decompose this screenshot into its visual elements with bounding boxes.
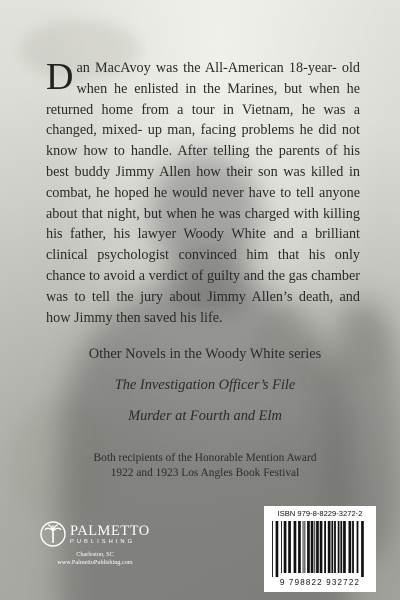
barcode-bar <box>340 521 342 573</box>
series-title-2: Murder at Fourth and Elm <box>128 408 282 424</box>
back-cover-blurb <box>46 58 360 328</box>
barcode-bar <box>316 521 319 573</box>
barcode-bar <box>284 521 287 573</box>
blurb-text: an MacAvoy was the All-American 18-year- old when he enlisted in the Marines, but when he returned home from a tour in Vietnam, he was a changed, mixed- up man, facing problems he did not know how to handle. After telling the parents of his best buddy Jimmy Allen how their son was killed in combat, he hoped he would never have to tell anyone about that night, but when he was charged with killing his father, his lawyer Woody White and a brilliant clinical psychologist convinced him that his only chance to avoid a verdict of guilty and the gas chamber was to tell the jury about Jimmy Allen’s death, and how Jimmy then saved his life. <box>46 60 360 326</box>
award-note <box>60 451 350 481</box>
publisher-city: Charleston, SC <box>76 551 114 558</box>
award-line-2: 1922 and 1923 Los Angles Book Festival <box>110 467 300 479</box>
barcode-bar <box>349 521 352 573</box>
award-line-1: Both recipients of the Honorable Mention Award <box>93 452 317 464</box>
barcode-bar <box>331 521 333 573</box>
publisher-url: www.PalmettoPublishing.com <box>57 559 133 566</box>
series-heading: Other Novels in the Woody White series <box>88 346 322 362</box>
barcode-bar <box>272 521 273 577</box>
series-section <box>60 346 350 481</box>
publisher-logo <box>40 521 160 547</box>
isbn-barcode <box>264 506 376 592</box>
publisher-block <box>40 521 160 567</box>
drop-cap: D <box>46 56 74 98</box>
barcode-bar <box>352 521 354 573</box>
publisher-subtitle: PUBLISHING <box>70 538 136 545</box>
barcode-bar <box>343 521 346 573</box>
barcode-bar <box>338 521 340 573</box>
barcode-bar <box>303 521 304 573</box>
barcode-bar <box>334 521 336 573</box>
barcode-bar <box>281 521 282 573</box>
barcode-digits: 9 798822 932722 <box>279 578 361 587</box>
barcode-bar <box>328 521 331 573</box>
series-title-1: The Investigation Officer’s File <box>114 377 296 393</box>
palmetto-tree-icon <box>40 521 66 547</box>
barcode-bar <box>361 521 364 577</box>
barcode-bar <box>320 521 323 573</box>
barcode-bar <box>276 521 279 577</box>
barcode-bar <box>324 521 326 573</box>
barcode-bar <box>311 521 314 573</box>
barcode-bars <box>270 521 370 577</box>
barcode-bar <box>294 521 297 573</box>
isbn-label: ISBN 979-8-8229-3272-2 <box>277 509 363 518</box>
barcode-bar <box>314 521 315 573</box>
barcode-bar <box>298 521 301 573</box>
publisher-name: PALMETTO <box>70 522 150 539</box>
barcode-bar <box>288 521 291 573</box>
barcode-bar <box>304 521 305 573</box>
barcode-bar <box>307 521 310 573</box>
barcode-bar <box>357 521 359 573</box>
